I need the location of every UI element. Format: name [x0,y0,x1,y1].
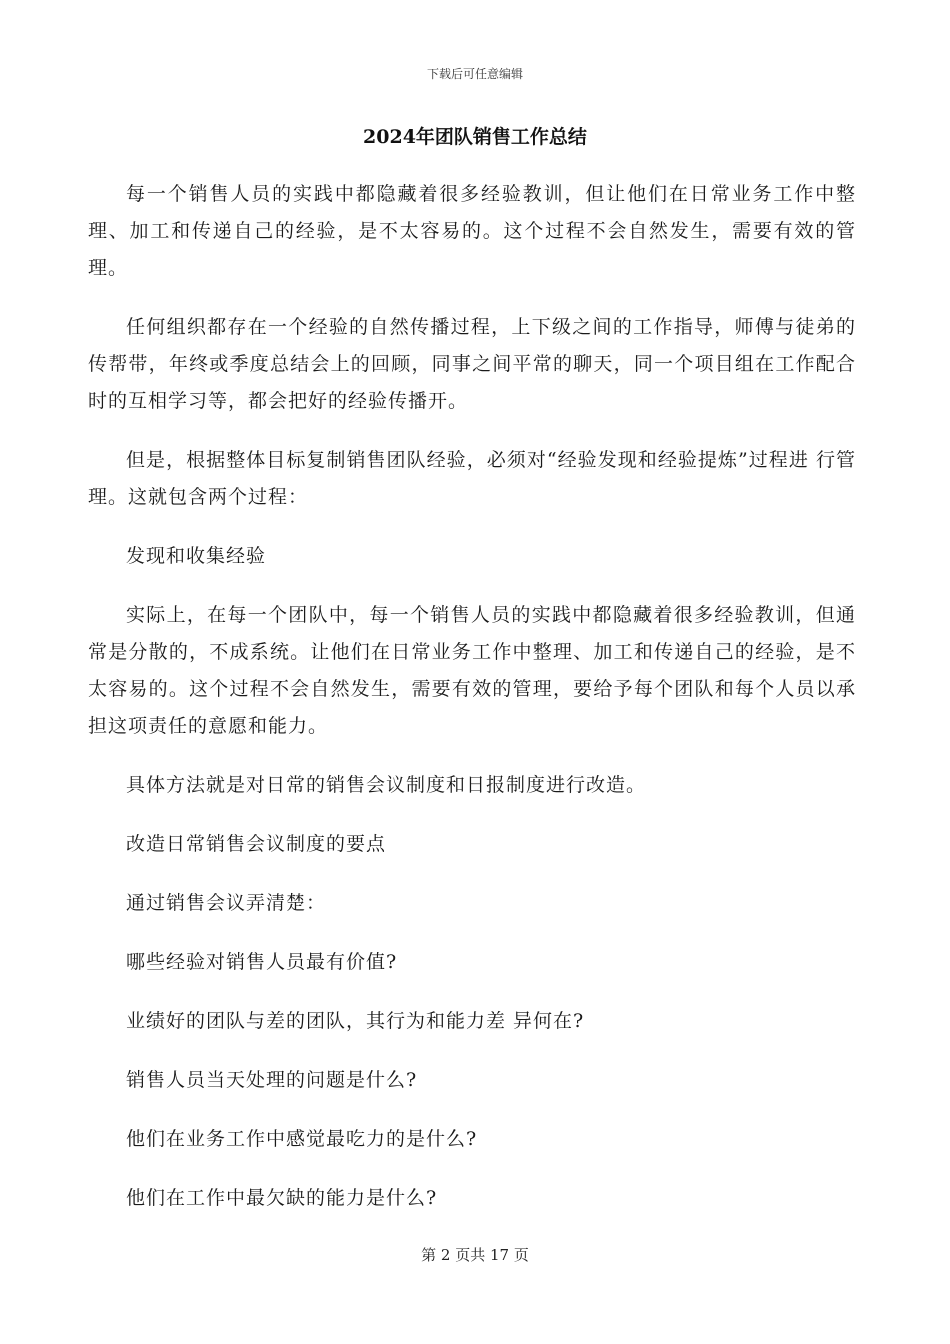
document-title: 2024年团队销售工作总结 [363,126,587,148]
paragraph-8: 通过销售会议弄清楚： [126,892,327,914]
paragraph-7-heading: 改造日常销售会议制度的要点 [126,833,387,855]
question-1: 哪些经验对销售人员最有价值? [126,951,398,973]
paragraph-1: 每一个销售人员的实践中都隐藏着很多经验教训，但让他们在日常业务工作中整理、加工和传递自己的经验，是不太容易的。这个过程不会自然发生，需要有效的管理。 [88,183,856,279]
paragraph-3: 但是，根据整体目标复制销售团队经验，必须对“经验发现和经验提炼”过程进 行管理。这就包含两个过程： [88,449,856,508]
paragraph-4-heading: 发现和收集经验 [126,545,267,567]
page-number-footer: 第 2 页共 17 页 [421,1246,529,1264]
paragraph-5: 实际上，在每一个团队中，每一个销售人员的实践中都隐藏着很多经验教训，但通常是分散的，不成系统。让他们在日常业务工作中整理、加工和传递自己的经验，是不太容易的。这个过程不会自然发生，需要有效的管理，要给予每个团队和每个人员以承担这项责任的意愿和能力。 [88,604,856,737]
paragraph-2: 任何组织都存在一个经验的自然传播过程，上下级之间的工作指导，师傅与徒弟的传帮带，年终或季度总结会上的回顾，同事之间平常的聊天，同一个项目组在工作配合时的互相学习等，都会把好的经验传播开。 [88,316,856,412]
document-body [88,176,856,1217]
question-3: 销售人员当天处理的问题是什么? [126,1069,418,1091]
question-4: 他们在业务工作中感觉最吃力的是什么? [126,1128,478,1150]
question-5: 他们在工作中最欠缺的能力是什么? [126,1187,438,1209]
page-header-note: 下载后可任意编辑 [426,67,523,81]
question-2: 业绩好的团队与差的团队，其行为和能力差 异何在? [126,1010,585,1032]
paragraph-6: 具体方法就是对日常的销售会议制度和日报制度进行改造。 [126,774,647,796]
